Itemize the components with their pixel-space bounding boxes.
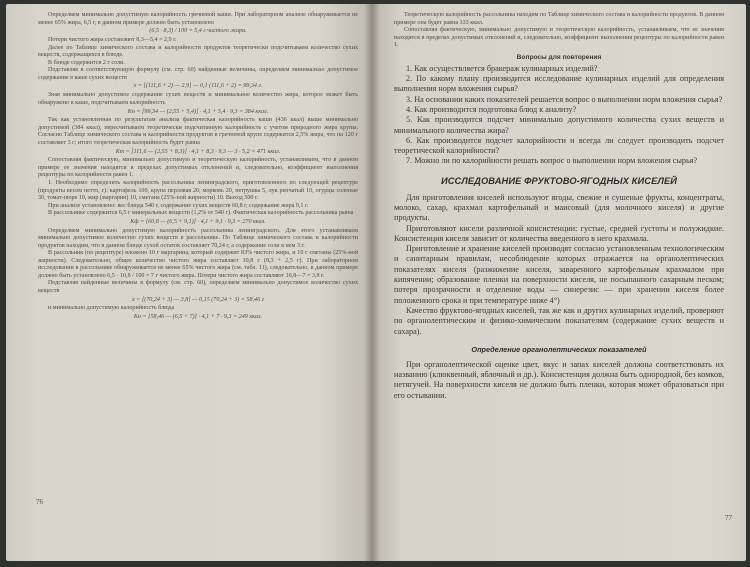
question-item: 3. На основании каких показателей решается вопрос о выполнении норм вложения сырья? [406, 94, 723, 104]
formula-line: (6,5 · 8,3) / 100 = 5,4 г чистого жира. [149, 28, 247, 35]
question-item: 2. По какому плану производится исследование кулинарных изделий для определения выполнения норм вложения сырья? [394, 74, 724, 94]
intro-paragraph: Сопоставляя фактическую, минимально допустимую и теоретическую калорийность, устанавливаем, что ее значения находятся в пределах допустимых отклонений и, следовательно, коэффициент выполнения рецептуры по калорийности равен 1. [394, 27, 724, 49]
subsection-heading: Определение органолептических показателей [471, 344, 647, 354]
question-item: 4. Как производится подготовка блюд к анализу? [406, 104, 577, 114]
text-paragraph: В блюде содержится 2 г соли. [48, 59, 125, 66]
formula-line: x = [(111,6 + 2) — 2,9] — 0,1 (111,6 + 2) = 99,34 г. [133, 83, 263, 90]
right-page [372, 4, 746, 561]
text-paragraph: В рассольнике содержится 6,5 г минеральных веществ (1,2% от 540 г). Фактическая калорийность рассольника равна [48, 210, 354, 217]
text-paragraph: При анализе установлено: вес блюда 540 г, содержание сухих веществ 60,8 г, содержание жира 9,1 г. [48, 202, 309, 209]
text-paragraph: Подставляя в соответствующую формулу (см. стр. 60) найденные величины, определяем минимально допустимое содержание в каше сухих веществ [38, 67, 358, 81]
formula-line: Кн = [99,34 — (2,55 + 5,4)] · 4,1 + 5,4 · 9,3 = 384 ккал. [127, 108, 269, 115]
text-paragraph: Потери чистого жира составляют 8,3—5,4 = 2,9 г. [48, 37, 177, 44]
text-paragraph: Зная минимально допустимое содержание сухих веществ и минимальное количество жира, которое может быть обнаружено в каше, подсчитываем калорийность [38, 92, 358, 106]
text-paragraph: и минимально допустимую калорийность блюда [48, 305, 175, 312]
subsection-body [394, 360, 724, 401]
intro-paragraph: Теоретическую калорийность рассольника находим по Таблице химического состава и калорийности продуктов. В данном примере она будет равна 333 ккал. [394, 12, 724, 26]
formula-line: Кф = [60,8 — (6,5 + 9,1)] · 4,1 + 9,1 · 9,3 = 270 ккал. [130, 218, 266, 225]
text-paragraph: Так как установленная по результатам анализа фактическая калорийность каши (436 ккал) выше минимально допустимой (384 ккал), пересчитываем теоретически подсчитанную калорийность с учетом природного жира крупы. Согласно Таблице химического состава и калорийности продуктов в гречневой крупе содержится 2,5% жира, что на 120 г составляет 3 г; итого теоретическая калорийность будет равна [38, 117, 358, 146]
text-paragraph: Определяем минимально допустимую калорийность рассольника ленинградского. Для этого устанавливаем минимально допустимое количество сухих веществ в рассольнике. По Таблице химического состава и калорийности продуктов находим, что в данном блюде сухой остаток составляет 70,24 г, а содержание соли в нем 3 г. [38, 227, 358, 249]
left-page-number: 76 [36, 498, 43, 506]
formula-line: Кт = [111,6 — (2,55 + 8,3)] · 4,1 + 8,3 · 9,3 — 3 · 5,2 = 471 ккал. [115, 148, 281, 155]
text-paragraph: 1. Необходимо определить калорийность рассольника ленинградского, приготовленного по следующей рецептуре (продукты весом нетто, г): картофель 100, крупа перловая 20, морковь 20, петрушка 5, лук репчатый 10, огурцы соленые 30, томат-пюре 10, жир (маргарин) 10, сметана (25%-ной жирности) 10. Выход 500 г. [38, 179, 358, 202]
section-paragraph: Для приготовления киселей используют ягоды, свежие и сушеные фрукты, концентраты, молоко, сахар, крахмал картофельный и маисовый (для молочного киселя) и другие продукты. [394, 192, 724, 223]
question-item: 6. Как производится подсчет калорийности и всегда ли следует производить подсчет теоретической калорийности? [394, 135, 724, 156]
text-paragraph: Сопоставляя фактическую, минимально допустимую и теоретическую калорийность, устанавливаем, что в данном примере ее значения находятся в пределах допустимых отклонений и, следовательно, коэффициент выполнения рецептуры по калорийности равен 1. [38, 157, 358, 179]
text-paragraph: Определяем минимально допустимую калорийность гречневой каши. При лабораторном анализе обнаруживается не менее 65% жира, 6,5 г, в данном примере должно быть установлено [38, 12, 358, 26]
questions-heading: Вопросы для повторения [516, 53, 602, 61]
text-paragraph: Подставляя найденные величины в формулу (см. стр. 60), определяем минимально допустимое количество сухих веществ [38, 280, 358, 295]
section-paragraph: Приготовление и хранение киселей производят согласно установленным технологическим и санитарным правилам, несоблюдение которых отражается на органолептических показателях киселя (разжижение киселя, заваренного картофельным крахмалом при кипячении; образование пленки на поверхности киселя, не посыпанного сахарным песком; потеря прозрачности и отделение воды — синерезис — при хранении киселя более положенного срока и при температуре ниже 4°) [394, 244, 724, 305]
text-paragraph: Далее по Таблице химического состава и калорийности продуктов теоретически подсчитываем количество сухих веществ, содержащихся в блюде. [38, 44, 358, 59]
right-page-text [394, 12, 724, 401]
formula-line: x = [(70,24 + 3) — 3,8] — 0,15 (70,24 + 3) = 58,46 г [131, 296, 265, 303]
left-page-text [38, 12, 358, 323]
section-paragraph: Качество фруктово-ягодных киселей, так же как и других кулинарных изделий, проверяют по органолептическим и физико-химическим показателям (содержание сухих веществ и сахара). [394, 305, 724, 336]
left-page [6, 4, 372, 561]
formula-line: Кн = [58,46 — (6,5 + 7)] · 4,1 + 7 · 9,3 = 249 ккал. [133, 314, 263, 321]
section-heading: ИССЛЕДОВАНИЕ ФРУКТОВО-ЯГОДНЫХ КИСЕЛЕЙ [440, 175, 678, 186]
intro-text [394, 12, 724, 50]
question-item: 1. Как осуществляется бракераж кулинарных изделий? [406, 63, 598, 73]
question-item: 7. Можно ли по калорийности решать вопрос о выполнении норм вложения сырья? [406, 156, 698, 166]
right-page-number: 77 [725, 514, 732, 522]
question-item: 5. Как производится подсчет минимально допустимого количества сухих веществ и минимального количества жира? [394, 115, 724, 135]
section-paragraph: Приготовляют кисели различной консистенции: густые, средней густоты и полужидкие. Консистенция киселя зависит от количества введенного в него крахмала. [394, 223, 724, 243]
section-body [394, 193, 724, 337]
text-paragraph: В рассольник (по рецептуре) вложено 10 г маргарина, который содержит 83% чистого жира, и 10 г сметаны (25%-ной жирности). Следовательно, общее количество чистого жира составляет 10,8 г (8,3 + 2,5 г). При лабораторном исследовании в рассольнике обнаруживается не менее 65% чистого жира (см. табл. 11), следовательно, в данном примере должно быть установлено 6,5 · 10,8 / 100 = 7 г чистого жира. Потери чистого жира составляют 10,8—7 = 3,8 г. [38, 250, 358, 279]
questions-list [394, 64, 724, 167]
subsection-paragraph: При органолептической оценке цвет, вкус и запах киселей должны соответствовать их названию (клюквенный, яблочный и др.). Консистенция должна быть однородной, без комков, нетягучей. На поверхности киселя не должно быть пленки, которая может образоваться при его остывании. [394, 359, 724, 400]
